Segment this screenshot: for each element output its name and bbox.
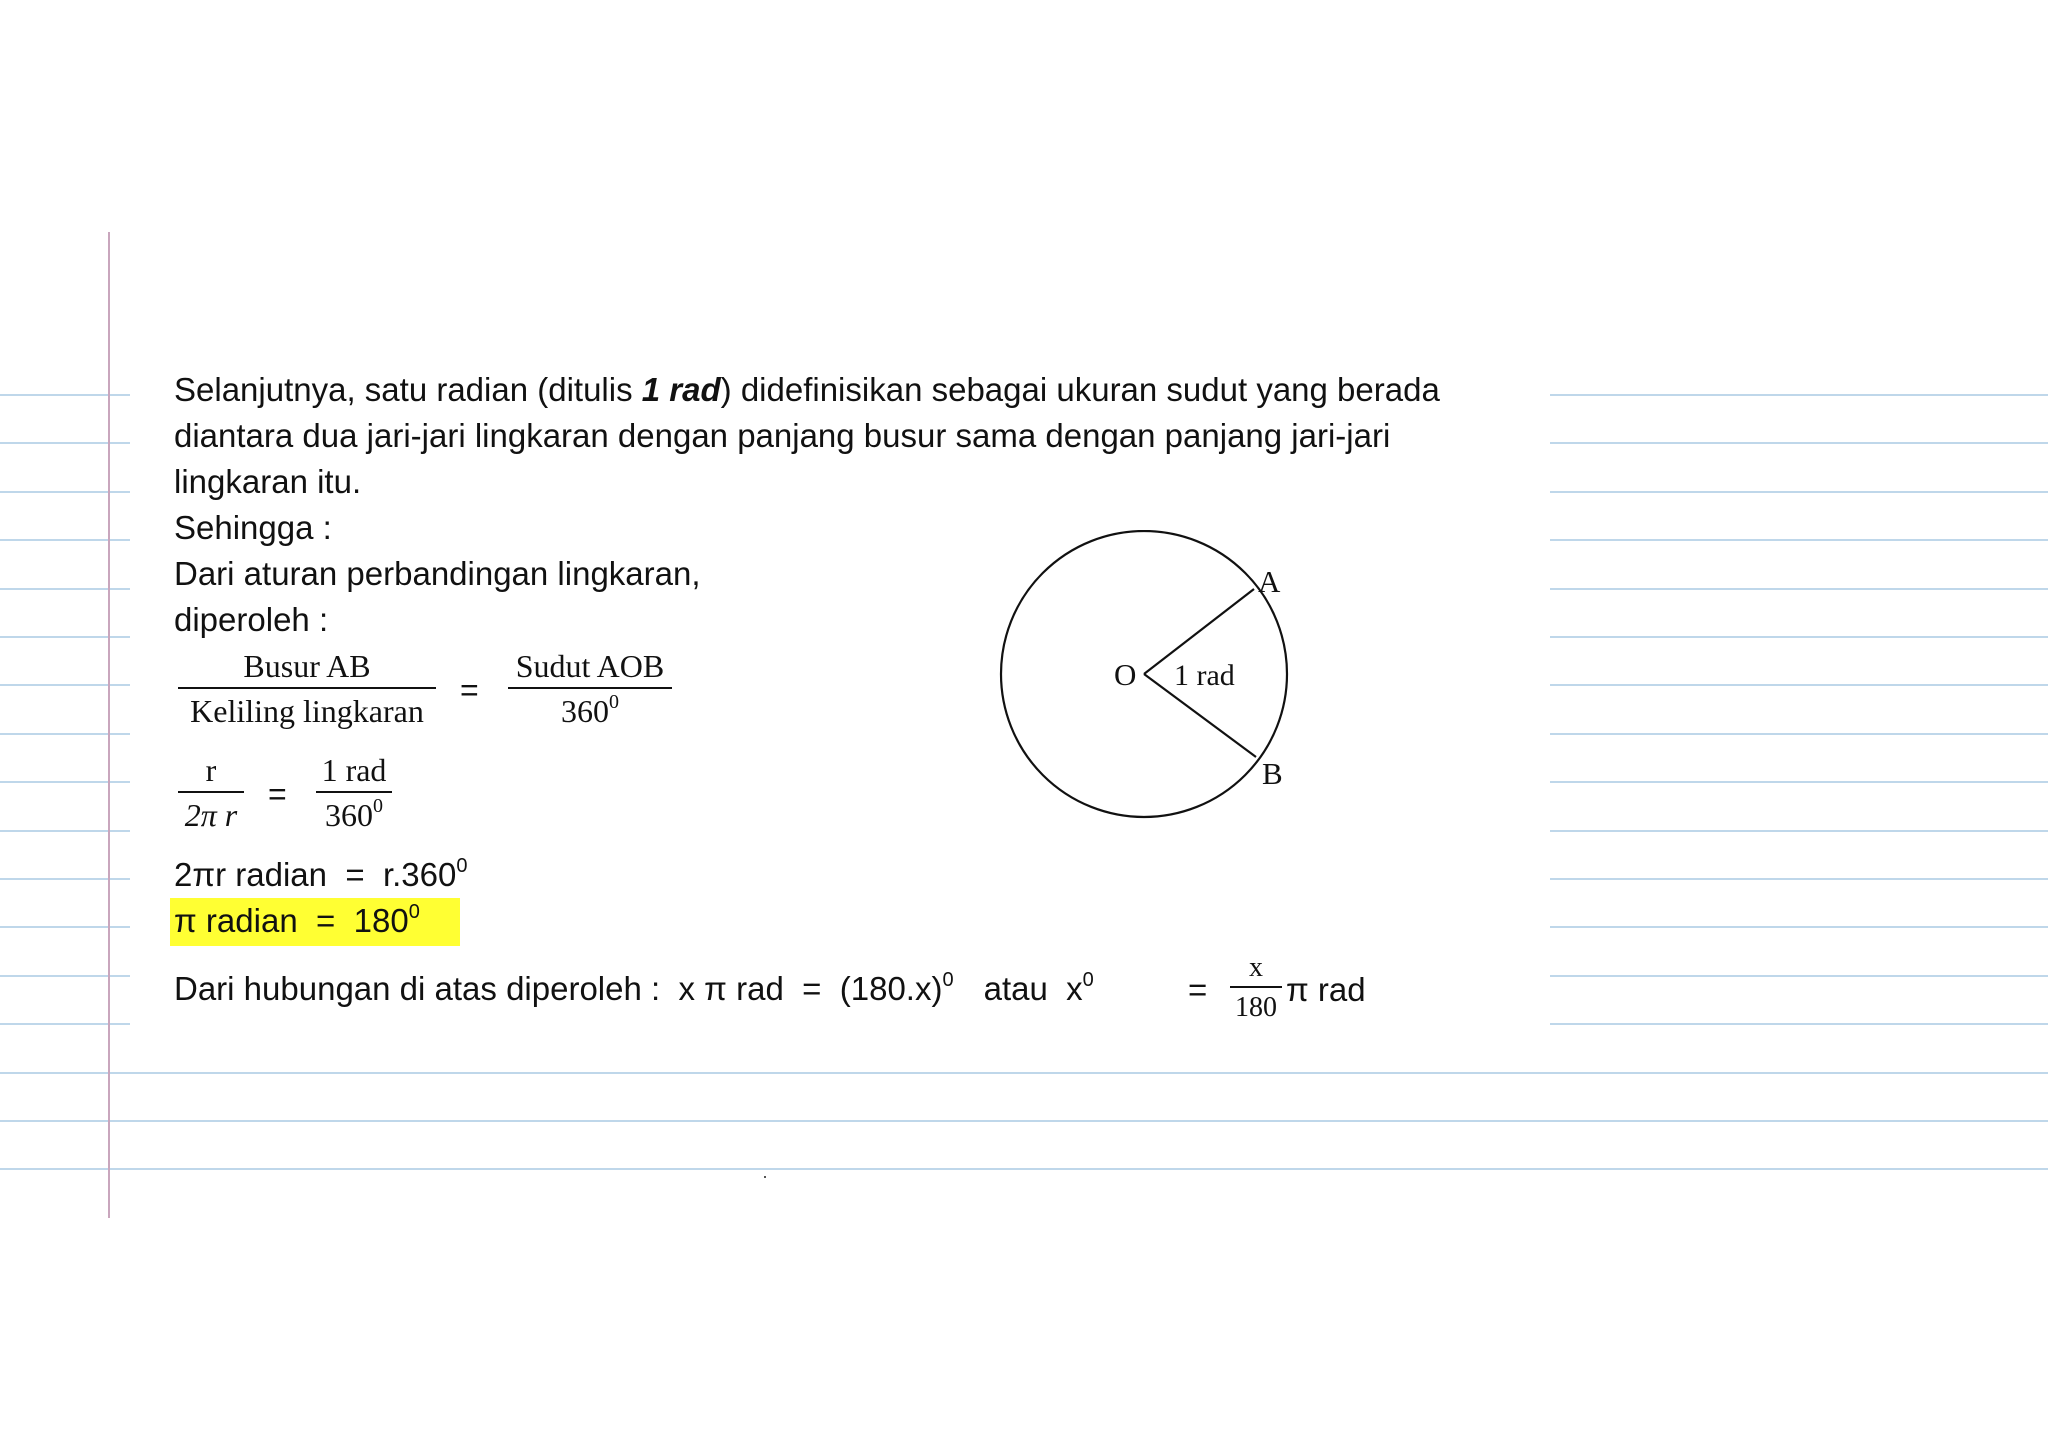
- fraction-r-2pir: [178, 752, 244, 834]
- equals-sign: =: [460, 672, 479, 708]
- text: 2πr radian = r.360: [174, 856, 457, 893]
- paragraph-line-1: [174, 367, 1440, 413]
- numerator: r: [205, 752, 217, 788]
- radian-circle-diagram: [990, 530, 1390, 850]
- equation-pi-radian-highlighted: [174, 898, 420, 944]
- denominator: 2π r: [184, 797, 238, 833]
- ruled-line: [0, 1120, 2048, 1122]
- denominator: Keliling lingkaran: [190, 693, 424, 729]
- paragraph-line-2: diantara dua jari-jari lingkaran dengan panjang busur sama dengan panjang jari-jari: [174, 417, 1391, 454]
- text: ) didefinisikan sebagai ukuran sudut yang berada: [720, 371, 1440, 408]
- equation-2pir-radian: [174, 852, 467, 898]
- equation-conversion: [174, 966, 1094, 1012]
- superscript: 0: [408, 901, 420, 923]
- paragraph-line-3: lingkaran itu.: [174, 463, 362, 500]
- fraction-bar: [1230, 986, 1282, 988]
- fraction-x-180: [1230, 952, 1282, 1024]
- paragraph-line-5: Dari aturan perbandingan lingkaran,: [174, 555, 701, 592]
- center-label-o: O: [1114, 657, 1137, 692]
- stray-dot: [764, 1176, 766, 1178]
- numerator: 1 rad: [321, 752, 387, 788]
- text: π radian = 180: [174, 902, 409, 939]
- fraction-bar: [316, 791, 392, 793]
- ruled-line: [0, 1168, 2048, 1170]
- fraction-sudut-360: [508, 648, 672, 730]
- superscript: 0: [456, 855, 468, 877]
- numerator: Sudut AOB: [515, 648, 665, 684]
- denominator: [508, 693, 672, 730]
- numerator: x: [1249, 952, 1263, 983]
- denominator: [316, 797, 392, 834]
- base: 360: [325, 797, 373, 833]
- ruled-line: [0, 1072, 2048, 1074]
- fraction-bar: [508, 687, 672, 689]
- equals-sign: =: [268, 776, 287, 812]
- text: atau x: [983, 970, 1083, 1007]
- pi-rad-suffix: π rad: [1286, 971, 1366, 1008]
- text: Dari hubungan di atas diperoleh : x π rad = (180.x): [174, 970, 943, 1007]
- fraction-bar: [178, 791, 244, 793]
- point-label-a: A: [1258, 564, 1281, 599]
- paragraph-line-6: diperoleh :: [174, 601, 329, 638]
- text: Selanjutnya, satu radian (ditulis: [174, 371, 642, 408]
- superscript: 0: [373, 795, 383, 817]
- slide-content: [130, 350, 1550, 1050]
- base: 360: [561, 693, 609, 729]
- superscript: 0: [609, 691, 619, 713]
- point-label-b: B: [1262, 756, 1283, 791]
- denominator: 180: [1235, 992, 1277, 1023]
- superscript: 0: [942, 969, 954, 991]
- angle-label: 1 rad: [1174, 659, 1235, 692]
- numerator: Busur AB: [243, 648, 371, 684]
- equals-sign: =: [1188, 971, 1208, 1008]
- bold-term: 1 rad: [641, 371, 721, 408]
- margin-line: [108, 232, 110, 1218]
- fraction-1rad-360: [316, 752, 392, 834]
- paragraph-line-4: Sehingga :: [174, 509, 332, 546]
- fraction-busur-keliling: [178, 648, 436, 730]
- superscript: 0: [1082, 969, 1094, 991]
- fraction-bar: [178, 687, 436, 689]
